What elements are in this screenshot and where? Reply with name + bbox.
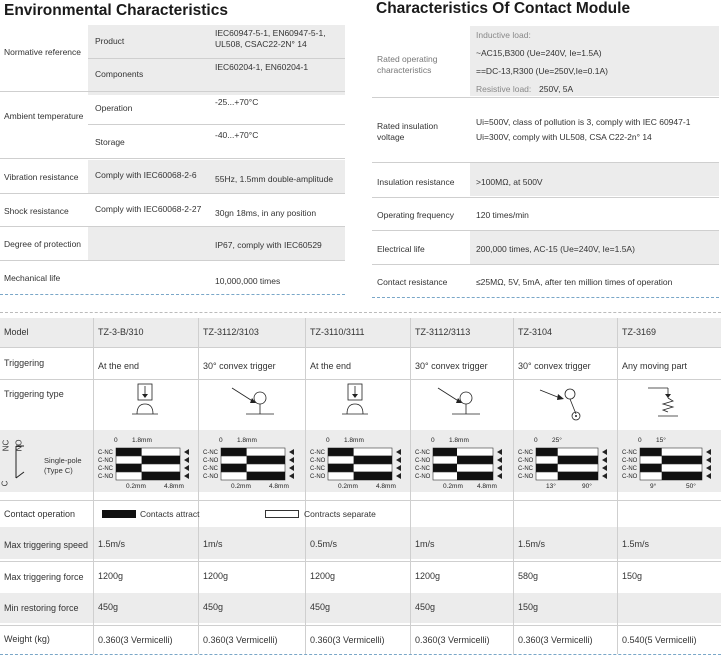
timing-attract-segment: [142, 456, 180, 464]
contacts-attract-label: Contacts attract: [140, 509, 200, 519]
end-plunger-icon: [128, 384, 168, 424]
shock-label: Shock resistance: [4, 206, 69, 216]
timing-top-end: 25°: [552, 437, 562, 444]
contact-timing-charts: [0, 430, 721, 494]
shock-value: 30gn 18ms, in any position: [215, 208, 317, 218]
timing-row-label: C-NO: [310, 474, 326, 480]
no-label: NO: [14, 439, 24, 452]
inductive-load-label: Inductive load:: [476, 30, 531, 40]
timing-row-label: C-NO: [203, 458, 219, 464]
divider: [88, 124, 345, 125]
timing-row-label: C-NC: [310, 466, 325, 472]
timing-bottom-start: 0.2mm: [126, 483, 146, 490]
contacts-attract-swatch: [102, 510, 136, 518]
timing-attract-segment: [328, 448, 354, 456]
timing-bottom-start: 0.2mm: [231, 483, 251, 490]
table-top-rule: [0, 312, 721, 313]
operation-label: Operation: [95, 103, 133, 113]
timing-attract-segment: [354, 456, 392, 464]
row-label-min-restoring: Min restoring force: [4, 603, 79, 613]
section-divider: [0, 294, 345, 295]
divider: [0, 260, 345, 261]
divider: [0, 226, 345, 227]
timing-arrow-icon: [497, 449, 502, 455]
min-restoring-value: 450g: [310, 602, 331, 612]
timing-arrow-icon: [706, 473, 711, 479]
timing-row-label: C-NO: [518, 458, 534, 464]
timing-bottom-end: 90°: [582, 483, 592, 490]
timing-row-label: C-NC: [203, 450, 218, 456]
timing-attract-segment: [328, 464, 354, 472]
rated-op-label: Rated operating characteristics: [377, 54, 438, 75]
timing-row-label: C-NO: [622, 458, 638, 464]
timing-attract-segment: [247, 456, 285, 464]
timing-arrow-icon: [602, 457, 607, 463]
triggering-value: 30° convex trigger: [518, 361, 591, 371]
triggering-value: At the end: [310, 361, 352, 371]
ambient-temperature-label: Ambient temperature: [4, 111, 84, 121]
timing-row-label: C-NO: [415, 474, 431, 480]
timing-row-label: C-NC: [310, 450, 325, 456]
vibration-std: Comply with IEC60068-2-6: [95, 170, 197, 180]
components-label: Components: [95, 69, 144, 79]
timing-attract-segment: [662, 472, 702, 480]
vibration-label: Vibration resistance: [4, 172, 79, 182]
insulation-res-label: Insulation resistance: [377, 177, 455, 187]
row-label-triggering: Triggering: [4, 358, 45, 368]
op-freq-label: Operating frequency: [377, 210, 455, 220]
resistive-load-value: 250V, 5A: [539, 84, 574, 94]
timing-arrow-icon: [289, 473, 294, 479]
timing-top-end: 1.8mm: [344, 437, 364, 444]
timing-row-label: C-NC: [622, 466, 637, 472]
timing-bottom-end: 4.8mm: [164, 483, 184, 490]
vibration-value: 55Hz, 1.5mm double-amplitude: [215, 174, 334, 184]
divider: [0, 500, 721, 501]
timing-attract-segment: [433, 464, 457, 472]
timing-top-end: 15°: [656, 437, 666, 444]
timing-top-end: 1.8mm: [449, 437, 469, 444]
row-label-model: Model: [4, 327, 29, 337]
insulation-voltage-label: Rated insulation voltage: [377, 121, 438, 142]
insulation-voltage-1: Ui=500V, class of pollution is 3, comply with IEC 60947-1: [476, 117, 691, 127]
timing-arrow-icon: [396, 449, 401, 455]
timing-top-start: 0: [431, 437, 435, 444]
shock-std: Comply with IEC60068-2-27: [95, 204, 202, 214]
components-value: IEC60204-1, EN60204-1: [215, 62, 309, 72]
row-label-contact-operation: Contact operation: [4, 509, 76, 519]
timing-top-start: 0: [326, 437, 330, 444]
timing-bottom-start: 9°: [650, 483, 657, 490]
timing-attract-segment: [640, 448, 662, 456]
timing-attract-segment: [247, 472, 285, 480]
timing-attract-segment: [558, 456, 598, 464]
row-label-weight: Weight (kg): [4, 634, 50, 644]
timing-row-label: C-NC: [203, 466, 218, 472]
timing-arrow-icon: [289, 457, 294, 463]
timing-attract-segment: [536, 448, 558, 456]
dc-line: ==DC-13,R300 (Ue=250V,Ie=0.1A): [476, 66, 608, 76]
timing-arrow-icon: [396, 473, 401, 479]
model-name: TZ-3112/3113: [415, 327, 471, 337]
max-speed-value: 1.5m/s: [518, 539, 546, 549]
timing-row-label: C-NC: [518, 450, 533, 456]
divider: [372, 230, 719, 231]
model-name: TZ-3112/3103: [203, 327, 259, 337]
model-name: TZ-3110/3111: [310, 327, 365, 337]
timing-row-label: C-NO: [98, 458, 114, 464]
timing-attract-segment: [640, 464, 662, 472]
weight-value: 0.360(3 Vermicelli): [310, 635, 385, 645]
contracts-separate-swatch: [265, 510, 299, 518]
mechlife-label: Mechanical life: [4, 273, 61, 283]
timing-attract-segment: [116, 464, 142, 472]
insulation-voltage-2: Ui=300V, comply with UL508, CSA C22-2n° 14: [476, 132, 652, 142]
timing-row-label: C-NO: [310, 458, 326, 464]
op-freq-value: 120 times/min: [476, 210, 529, 220]
contracts-separate-label: Contracts separate: [304, 509, 376, 519]
end-plunger-icon: [338, 384, 378, 424]
timing-attract-segment: [142, 472, 180, 480]
min-restoring-value: 450g: [415, 602, 436, 612]
roller-lever-icon: [438, 384, 486, 424]
nc-label: NC: [1, 439, 11, 452]
timing-top-start: 0: [638, 437, 642, 444]
timing-row-label: C-NO: [622, 474, 638, 480]
timing-arrow-icon: [396, 465, 401, 471]
timing-top-start: 0: [534, 437, 538, 444]
timing-row-label: C-NC: [415, 450, 430, 456]
timing-arrow-icon: [184, 449, 189, 455]
weight-value: 0.360(3 Vermicelli): [98, 635, 173, 645]
weight-value: 0.360(3 Vermicelli): [518, 635, 593, 645]
timing-arrow-icon: [497, 457, 502, 463]
max-speed-value: 1.5m/s: [622, 539, 650, 549]
divider: [372, 264, 719, 265]
timing-row-label: C-NO: [518, 474, 534, 480]
timing-attract-segment: [116, 448, 142, 456]
timing-arrow-icon: [289, 465, 294, 471]
max-force-value: 1200g: [203, 571, 229, 581]
timing-bottom-end: 50°: [686, 483, 696, 490]
divider: [0, 91, 345, 92]
elec-life-value: 200,000 times, AC-15 (Ue=240V, Ie=1.5A): [476, 244, 635, 254]
max-force-value: 1200g: [310, 571, 336, 581]
timing-bottom-end: 4.8mm: [477, 483, 497, 490]
divider: [372, 197, 719, 198]
timing-bottom-start: 13°: [546, 483, 556, 490]
row-label-max-force: Max triggering force: [4, 572, 84, 582]
timing-top-start: 0: [219, 437, 223, 444]
resistive-load-label: Resistive load:: [476, 84, 532, 94]
timing-arrow-icon: [184, 457, 189, 463]
timing-attract-segment: [536, 464, 558, 472]
timing-arrow-icon: [184, 465, 189, 471]
max-speed-value: 0.5m/s: [310, 539, 338, 549]
timing-bottom-end: 4.8mm: [376, 483, 396, 490]
triggering-value: 30° convex trigger: [203, 361, 276, 371]
divider: [0, 193, 345, 194]
max-speed-value: 1.5m/s: [98, 539, 126, 549]
timing-row-label: C-NC: [98, 450, 113, 456]
row-label-max-speed: Max triggering speed: [4, 540, 89, 550]
min-restoring-value: 150g: [518, 602, 539, 612]
divider: [0, 625, 721, 626]
insulation-res-value: >100MΩ, at 500V: [476, 177, 543, 187]
timing-attract-segment: [221, 448, 247, 456]
timing-arrow-icon: [396, 457, 401, 463]
contact-module-title: Characteristics Of Contact Module: [376, 0, 631, 17]
weight-value: 0.540(5 Vermicelli): [622, 635, 697, 645]
triggering-value: Any moving part: [622, 361, 688, 371]
normative-reference-label: Normative reference: [4, 47, 82, 57]
table-bottom-rule: [0, 654, 721, 655]
timing-attract-segment: [457, 456, 493, 464]
protection-label: Degree of protection: [4, 239, 82, 249]
type-c-label: (Type C): [44, 466, 73, 475]
timing-attract-segment: [221, 464, 247, 472]
weight-value: 0.360(3 Vermicelli): [203, 635, 278, 645]
product-label: Product: [95, 36, 125, 46]
storage-value: -40...+70°C: [215, 130, 259, 140]
divider: [0, 158, 345, 159]
weight-value: 0.360(3 Vermicelli): [415, 635, 490, 645]
timing-arrow-icon: [497, 473, 502, 479]
triggering-value: 30° convex trigger: [415, 361, 488, 371]
roller-lever-icon: [232, 384, 280, 424]
model-name: TZ-3104: [518, 327, 553, 337]
min-restoring-value: 450g: [203, 602, 224, 612]
mechlife-value: 10,000,000 times: [215, 276, 281, 286]
divider: [88, 58, 345, 59]
max-force-value: 1200g: [98, 571, 124, 581]
timing-arrow-icon: [289, 449, 294, 455]
divider: [372, 162, 719, 163]
timing-bottom-end: 4.8mm: [269, 483, 289, 490]
triggering-value: At the end: [98, 361, 140, 371]
elec-life-label: Electrical life: [377, 244, 425, 254]
storage-label: Storage: [95, 137, 125, 147]
divider: [0, 561, 721, 562]
c-label: C: [0, 480, 10, 487]
timing-arrow-icon: [602, 473, 607, 479]
timing-arrow-icon: [706, 465, 711, 471]
timing-row-label: C-NC: [415, 466, 430, 472]
timing-row-label: C-NO: [203, 474, 219, 480]
divider: [0, 379, 721, 380]
timing-row-label: C-NC: [98, 466, 113, 472]
divider: [0, 347, 721, 348]
timing-top-end: 1.8mm: [132, 437, 152, 444]
timing-attract-segment: [354, 472, 392, 480]
protection-value: IP67, comply with IEC60529: [215, 240, 322, 250]
timing-row-label: C-NO: [98, 474, 114, 480]
timing-arrow-icon: [602, 465, 607, 471]
timing-arrow-icon: [497, 465, 502, 471]
timing-attract-segment: [433, 448, 457, 456]
contact-res-label: Contact resistance: [377, 277, 448, 287]
max-force-value: 150g: [622, 571, 643, 581]
timing-arrow-icon: [184, 473, 189, 479]
timing-attract-segment: [662, 456, 702, 464]
product-value: IEC60947-5-1, EN60947-5-1, UL508, CSAC22-2N° 14: [215, 28, 326, 49]
contact-res-value: ≤25MΩ, 5V, 5mA, after ten million times of operation: [476, 277, 673, 287]
max-force-value: 580g: [518, 571, 539, 581]
timing-arrow-icon: [706, 457, 711, 463]
rotary-lever-icon: [540, 384, 588, 428]
timing-attract-segment: [457, 472, 493, 480]
timing-bottom-start: 0.2mm: [443, 483, 463, 490]
max-force-value: 1200g: [415, 571, 441, 581]
timing-arrow-icon: [602, 449, 607, 455]
timing-bottom-start: 0.2mm: [338, 483, 358, 490]
timing-row-label: C-NO: [415, 458, 431, 464]
timing-top-start: 0: [114, 437, 118, 444]
model-name: TZ-3-B/310: [98, 327, 144, 337]
max-speed-value: 1m/s: [415, 539, 435, 549]
timing-top-end: 1.8mm: [237, 437, 257, 444]
row-label-triggering-type: Triggering type: [4, 389, 64, 399]
operation-value: -25...+70°C: [215, 97, 259, 107]
timing-arrow-icon: [706, 449, 711, 455]
model-name: TZ-3169: [622, 327, 657, 337]
timing-attract-segment: [558, 472, 598, 480]
min-restoring-value: 450g: [98, 602, 119, 612]
single-pole-label: Single-pole: [44, 456, 82, 465]
section-divider: [372, 297, 719, 298]
spring-rod-icon: [648, 384, 696, 424]
timing-row-label: C-NC: [622, 450, 637, 456]
timing-row-label: C-NC: [518, 466, 533, 472]
ac-line: ~AC15,B300 (Ue=240V, Ie=1.5A): [476, 48, 602, 58]
max-speed-value: 1m/s: [203, 539, 223, 549]
environmental-title: Environmental Characteristics: [4, 2, 228, 19]
divider: [372, 97, 719, 98]
